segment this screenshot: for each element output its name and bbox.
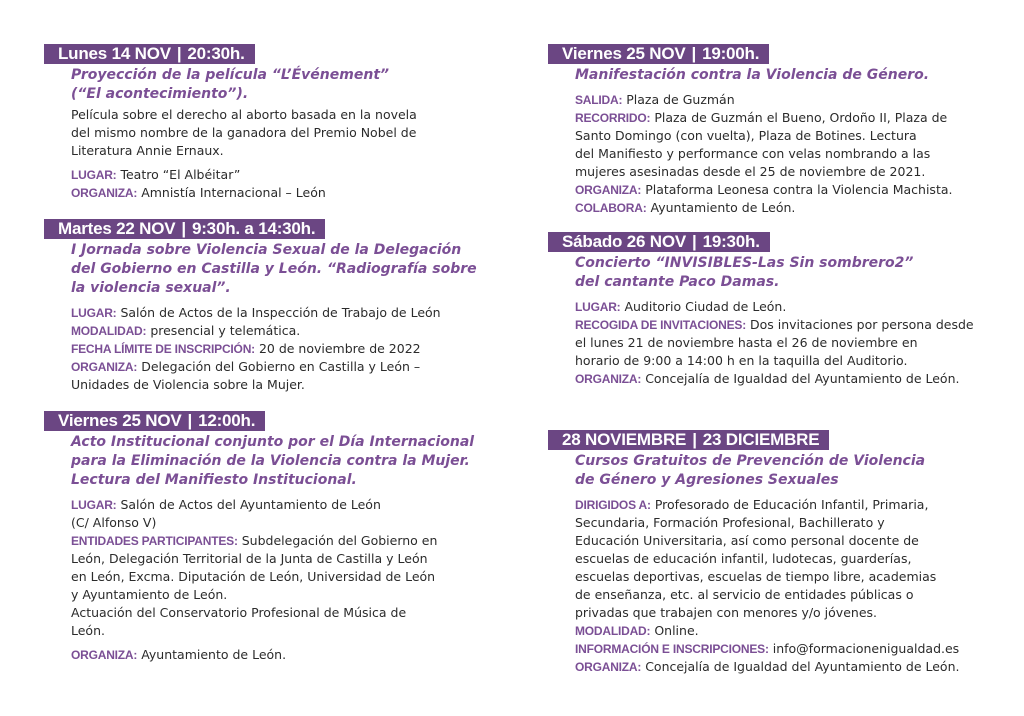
event-title: I Jornada sobre Violencia Sexual de la Delegación del Gobierno en Castilla y León. “Radiografía sobre la violencia sexual”.: [71, 242, 477, 296]
email-link[interactable]: info@formacionenigualdad.es: [772, 641, 960, 656]
banner-day: Sábado 26 NOV: [562, 232, 686, 251]
lugar-field: LUGAR: Salón de Actos del Ayuntamiento de León: [71, 497, 381, 512]
date-banner: Martes 22 NOV | 9:30h. a 14:30h.: [44, 219, 325, 239]
banner-time: 19:00h.: [702, 44, 760, 63]
event-cursos-gratuitos: 28 NOVIEMBRE | 23 DICIEMBRE Cursos Gratuitos de Prevención de Violencia de Género y Agresiones Sexuales DIRIGIDOS A: Profesorado de Educación Infantil, Primaria, Secundaria, Formación Profesional, Bachillerato y Educación Universitaria, así como personal docente de escuelas de educación infantil, ludotecas, guarderías, escuelas deportivas, escuelas de tiempo libre, academias de enseñanza, etc. al servicio de entidades públicas o privadas que trabajen con menores y/o jóvenes. MODALIDAD: Online. INFORMACIÓN E INSCRIPCIONES: info@formacionenigualdad.es ORGANIZA: Concejalía de Igualdad del Ayuntamiento de León.: [548, 430, 959, 676]
event-title: Cursos Gratuitos de Prevención de Violencia de Género y Agresiones Sexuales: [575, 453, 926, 488]
event-martes-22-nov: Martes 22 NOV | 9:30h. a 14:30h. I Jornada sobre Violencia Sexual de la Delegación del Gobierno en Castilla y León. “Radiografía sobre la violencia sexual”. LUGAR: Salón de Actos de la Inspección de Trabajo de León MODALIDAD: presencial y telemática. FECHA LÍMITE DE INSCRIPCIÓN: 20 de noviembre de 2022 ORGANIZA: Delegación del Gobierno en Castilla y León – Unidades de Violencia sobre la Mujer.: [44, 219, 477, 394]
date-banner: Viernes 25 NOV | 12:00h.: [44, 411, 265, 431]
banner-day: Lunes 14 NOV: [58, 44, 171, 63]
fecha-limite-field: FECHA LÍMITE DE INSCRIPCIÓN: 20 de noviembre de 2022: [71, 341, 421, 356]
lugar-field: LUGAR: Salón de Actos de la Inspección de Trabajo de León: [71, 305, 441, 320]
lugar-field: LUGAR: Auditorio Ciudad de León.: [575, 299, 787, 314]
event-title: Acto Institucional conjunto por el Día Internacional para la Eliminación de la Violencia contra la Mujer. Lectura del Manifiesto Institucional.: [71, 434, 475, 488]
event-title: Proyección de la película “L’Événement” (“El acontecimiento”).: [71, 67, 390, 102]
organiza-field: ORGANIZA: Delegación del Gobierno en Castilla y León –: [71, 359, 421, 374]
event-description: Película sobre el derecho al aborto basada en la novela del mismo nombre de la ganadora del Premio Nobel de Literatura Annie Ernaux.: [71, 107, 417, 158]
date-banner: 28 NOVIEMBRE | 23 DICIEMBRE: [548, 430, 829, 450]
organiza-field: ORGANIZA: Concejalía de Igualdad del Ayuntamiento de León.: [575, 371, 960, 386]
salida-field: SALIDA: Plaza de Guzmán: [575, 92, 735, 107]
banner-day: Viernes 25 NOV: [58, 411, 182, 430]
dirigidos-field: DIRIGIDOS A: Profesorado de Educación Infantil, Primaria,: [575, 497, 929, 512]
banner-day: Viernes 25 NOV: [562, 44, 686, 63]
banner-time: 9:30h. a 14:30h.: [191, 219, 316, 238]
banner-time: 19:30h.: [702, 232, 760, 251]
event-lunes-14-nov: [44, 44, 417, 202]
recorrido-field: RECORRIDO: Plaza de Guzmán el Bueno, Ordoño II, Plaza de: [575, 110, 948, 125]
entidades-field: ENTIDADES PARTICIPANTES: Subdelegación del Gobierno en: [71, 533, 438, 548]
info-field: INFORMACIÓN E INSCRIPCIONES: info@formacionenigualdad.es: [575, 641, 960, 656]
banner-start-date: 28 NOVIEMBRE: [562, 430, 687, 449]
banner-day: Martes 22 NOV: [58, 219, 176, 238]
date-banner: Viernes 25 NOV | 19:00h.: [548, 44, 769, 64]
date-banner: Sábado 26 NOV | 19:30h.: [548, 232, 770, 252]
event-viernes-25-nov-acto: Viernes 25 NOV | 12:00h. Acto Institucional conjunto por el Día Internacional para la Eliminación de la Violencia contra la Mujer. Lectura del Manifiesto Institucional. LUGAR: Salón de Actos del Ayuntamiento de León (C/ Alfonso V) ENTIDADES PARTICIPANTES: Subdelegación del Gobierno en León, Delegación Territorial de la Junta de Castilla y León en León, Excma. Diputación de León, Universidad de León y Ayuntamiento de León. Actuación del Conservatorio Profesional de Música de León. ORGANIZA: Ayuntamiento de León.: [44, 411, 474, 664]
banner-time: 12:00h.: [198, 411, 256, 430]
organiza-field: ORGANIZA: Concejalía de Igualdad del Ayuntamiento de León.: [575, 659, 960, 674]
organiza-field: ORGANIZA: Amnistía Internacional – León: [71, 185, 326, 200]
organiza-field: ORGANIZA: Plataforma Leonesa contra la Violencia Machista.: [575, 182, 953, 197]
organiza-field: ORGANIZA: Ayuntamiento de León.: [71, 647, 287, 662]
banner-end-date: 23 DICIEMBRE: [702, 430, 820, 449]
banner-time: 20:30h.: [187, 44, 245, 63]
event-viernes-25-nov-manifestacion: Viernes 25 NOV | 19:00h. Manifestación contra la Violencia de Género. SALIDA: Plaza de Guzmán RECORRIDO: Plaza de Guzmán el Bueno, Ordoño II, Plaza de Santo Domingo (con vuelta), Plaza de Botines. Lectura del Manifiesto y performance con velas nombrando a las mujeres asesinadas desde el 25 de noviembre de 2021. ORGANIZA: Plataforma Leonesa contra la Violencia Machista. COLABORA: Ayuntamiento de León.: [548, 44, 952, 217]
modalidad-field: MODALIDAD: presencial y telemática.: [71, 323, 301, 338]
event-title: Manifestación contra la Violencia de Género.: [575, 67, 930, 83]
lugar-field: LUGAR: Teatro “El Albéitar”: [71, 167, 241, 182]
event-sabado-26-nov: Sábado 26 NOV | 19:30h. Concierto “INVISIBLES-Las Sin sombrero2” del cantante Paco Damas. LUGAR: Auditorio Ciudad de León. RECOGIDA DE INVITACIONES: Dos invitaciones por persona desde el lunes 21 de noviembre hasta el 26 de noviembre en horario de 9:00 a 14:00 h en la taquilla del Auditorio. ORGANIZA: Concejalía de Igualdad del Ayuntamiento de León.: [548, 232, 974, 388]
recogida-field: RECOGIDA DE INVITACIONES: Dos invitaciones por persona desde: [575, 317, 974, 332]
modalidad-field: MODALIDAD: Online.: [575, 623, 699, 638]
date-banner: Lunes 14 NOV | 20:30h.: [44, 44, 255, 64]
event-title: Concierto “INVISIBLES-Las Sin sombrero2” del cantante Paco Damas.: [575, 255, 914, 290]
colabora-field: COLABORA: Ayuntamiento de León.: [575, 200, 796, 215]
